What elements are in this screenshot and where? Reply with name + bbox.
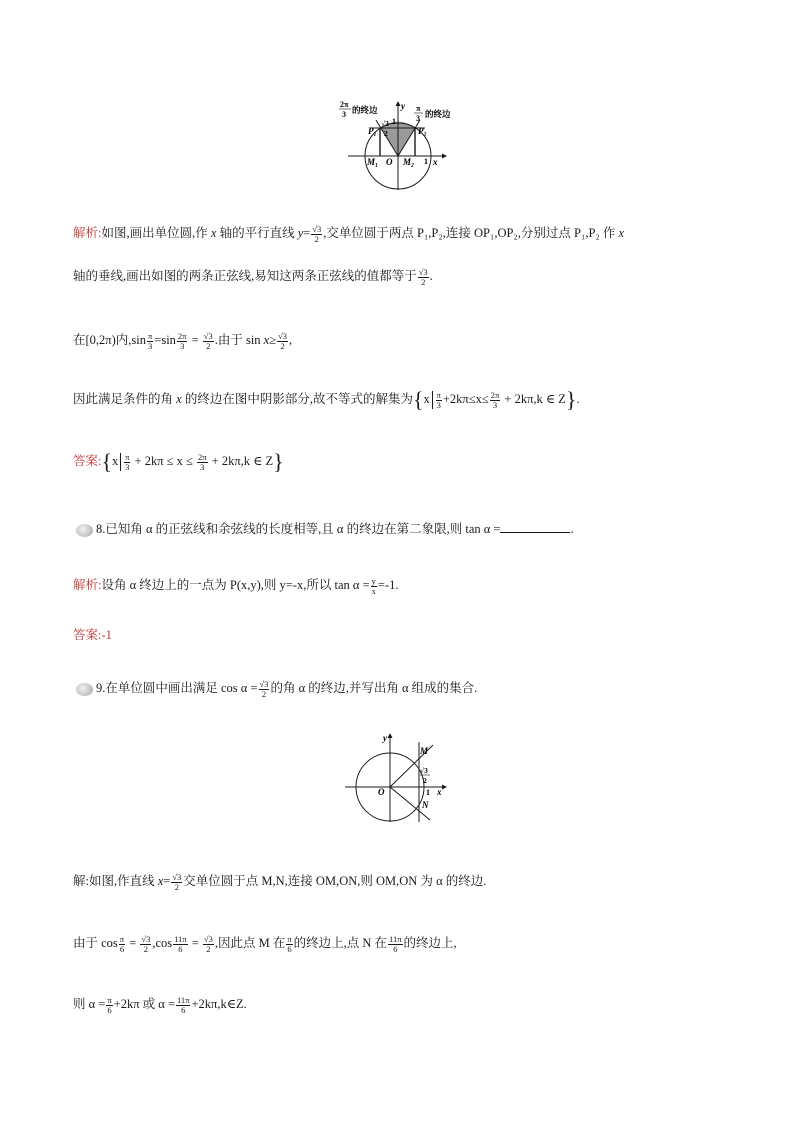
text: ,交单位圆于两点 P₁,P₂,连接 OP₁,OP₂,分别过点 P₁,P₂ 作 <box>323 226 619 240</box>
fraction-y-x: $\frac{y}{x}$ <box>371 575 376 596</box>
fraction-11pi-6: $\frac{11\pi}{6}$ <box>389 933 402 954</box>
analysis1-line1 <box>73 223 624 244</box>
one-right: 1 <box>424 157 428 166</box>
question-number: 9. <box>96 681 106 695</box>
answer8-line <box>73 625 112 645</box>
n-label: N <box>422 800 429 810</box>
text: +2kπ≤x≤ <box>442 392 489 406</box>
analysis8-line <box>73 575 399 596</box>
question-marker-icon <box>76 683 93 696</box>
m-label: M <box>420 746 429 756</box>
answer-tag: 答案: <box>73 454 102 468</box>
text: 在[0,2π)内,sin <box>73 333 146 347</box>
axis-y-label: y <box>401 101 405 111</box>
set-var: x <box>423 392 430 406</box>
label-pi3-den: 3 <box>416 114 420 123</box>
step3-line <box>73 387 580 413</box>
text: 由于 cos <box>73 936 118 950</box>
fraction-sqrt3-2: $\frac{√3}{2}$ <box>312 223 322 244</box>
question-text: 在单位圆中画出满足 cos α = <box>105 681 258 695</box>
text: .由于 sin <box>214 333 264 347</box>
step2-line <box>73 330 292 351</box>
analysis-tag: 解析: <box>73 578 102 592</box>
answer-value: -1 <box>101 628 112 642</box>
question-8 <box>76 519 574 539</box>
text: 则 α = <box>73 997 106 1011</box>
axis-x-label: x <box>433 157 438 167</box>
answer-blank[interactable] <box>500 520 570 533</box>
fraction-11pi-6: $\frac{11\pi}{6}$ <box>174 933 187 954</box>
fraction-sqrt3-2: $\frac{√3}{2}$ <box>203 330 213 351</box>
question-text: 已知角 α 的正弦线和余弦线的长度相等,且 α 的终边在第二象限,则 tan α = <box>105 522 501 536</box>
text: 解:如图,作直线 <box>73 874 158 888</box>
origin-label: O <box>378 787 385 797</box>
label-pi3-suffix: 的终边 <box>425 109 451 119</box>
one-top: 1 <box>392 117 396 126</box>
label-2pi3-den: 3 <box>342 110 346 119</box>
left-brace: { <box>412 387 424 413</box>
question-marker-icon <box>76 524 93 537</box>
text: 的终边上, <box>403 936 457 950</box>
fraction-11pi-6: $\frac{11\pi}{6}$ <box>177 994 190 1015</box>
var-y: y <box>297 226 304 240</box>
figure-unit-circle-cosine <box>340 730 450 825</box>
figure-unit-circle-sine <box>330 98 470 193</box>
solution9-line3 <box>73 994 247 1015</box>
label-pi3-num: π <box>416 104 421 113</box>
text: 的终边在图中阴影部分,故不等式的解集为 <box>181 392 413 406</box>
fraction-sqrt3-2: $\frac{√3}{2}$ <box>141 933 151 954</box>
text: = <box>188 936 202 950</box>
text: = <box>126 936 140 950</box>
text: =sin <box>154 333 176 347</box>
text: =-1. <box>377 578 399 592</box>
text: ,cos <box>152 936 173 950</box>
fraction-pi-6: $\frac{\pi}{6}$ <box>107 994 112 1015</box>
text: +2kπ 或 α = <box>113 997 175 1011</box>
answer1-line <box>73 449 284 475</box>
fraction-2pi-3: $\frac{2\pi}{3}$ <box>197 451 207 472</box>
fraction-sqrt3-2: $\frac{√3}{2}$ <box>278 330 288 351</box>
text: + 2kπ,k ∈ Z <box>501 392 566 406</box>
set-var: x <box>112 454 119 468</box>
text: 轴的平行直线 <box>216 226 298 240</box>
text: = <box>163 874 171 888</box>
text: 交单位圆于点 M,N,连接 OM,ON,则 OM,ON 为 α 的终边. <box>183 874 487 888</box>
sqrt3-den: 2 <box>423 776 427 785</box>
fraction-pi-6: $\frac{\pi}{6}$ <box>119 933 125 954</box>
sqrt3-label: √3 <box>381 119 389 128</box>
set-bar <box>120 453 121 471</box>
m1-label: M₁ <box>367 157 379 167</box>
fraction-sqrt3-2: $\frac{√3}{2}$ <box>418 266 428 287</box>
origin-label: O <box>386 157 393 167</box>
text: + 2kπ ≤ x ≤ <box>131 454 196 468</box>
text: . <box>429 269 433 283</box>
p2-label: P₂ <box>418 126 427 136</box>
fraction-sqrt3-2: $\frac{√3}{2}$ <box>203 933 213 954</box>
text: = <box>188 333 202 347</box>
text: = <box>303 226 311 240</box>
solution9-line1 <box>73 871 486 892</box>
text: ,因此点 M 在 <box>214 936 286 950</box>
text: . <box>570 522 574 536</box>
one-label: 1 <box>426 788 430 797</box>
var-x: x <box>157 874 164 888</box>
fraction-pi-6: $\frac{\pi}{6}$ <box>287 933 292 954</box>
fraction-pi-3: $\frac{\pi}{3}$ <box>436 389 441 410</box>
text: 因此满足条件的角 <box>73 392 177 406</box>
right-brace: } <box>565 387 577 413</box>
p1-label: P₁ <box>368 126 377 136</box>
fraction-sqrt3-2: $\frac{√3}{2}$ <box>259 678 269 699</box>
text: 轴的垂线,画出如图的两条正弦线,易知这两条正弦线的值都等于 <box>73 269 417 283</box>
axis-x-label: x <box>437 787 442 797</box>
fraction-pi-3: $\frac{\pi}{3}$ <box>125 451 130 472</box>
text: + 2kπ,k ∈ Z <box>208 454 274 468</box>
var-x: x <box>210 226 217 240</box>
text: 设角 α 终边上的一点为 P(x,y),则 y=-x,所以 tan α = <box>101 578 370 592</box>
fraction-2pi-3: $\frac{2\pi}{3}$ <box>177 330 187 351</box>
text: 如图,画出单位圆,作 <box>101 226 211 240</box>
fraction-2pi-3: $\frac{2\pi}{3}$ <box>490 389 500 410</box>
var-x: x <box>618 226 625 240</box>
text: . <box>576 392 580 406</box>
label-2pi3-num: 2π <box>340 100 349 109</box>
question-text: 的角 α 的终边,并写出角 α 组成的集合. <box>270 681 478 695</box>
sqrt3-den: 2 <box>384 129 388 138</box>
fraction-sqrt3-2: $\frac{√3}{2}$ <box>172 871 182 892</box>
text: +2kπ,k∈Z. <box>191 997 247 1011</box>
fraction-pi-3: $\frac{\pi}{3}$ <box>147 330 153 351</box>
var-x: x <box>176 392 182 406</box>
answer-tag: 答案: <box>73 628 102 642</box>
right-brace: } <box>273 449 284 475</box>
label-2pi3-suffix: 的终边 <box>352 105 378 115</box>
var-x: x <box>263 333 270 347</box>
text: ≥ <box>269 333 277 347</box>
left-brace: { <box>101 449 113 475</box>
text: 的终边上,点 N 在 <box>293 936 388 950</box>
m2-label: M₂ <box>403 157 415 167</box>
set-bar <box>432 391 433 409</box>
sqrt3-label: √3 <box>420 766 428 775</box>
solution9-line2 <box>73 933 457 954</box>
axis-y-label: y <box>383 733 387 743</box>
analysis-tag: 解析: <box>73 226 102 240</box>
question-9 <box>76 678 477 699</box>
question-number: 8. <box>96 522 106 536</box>
analysis1-line2 <box>73 266 433 287</box>
text: , <box>289 333 293 347</box>
